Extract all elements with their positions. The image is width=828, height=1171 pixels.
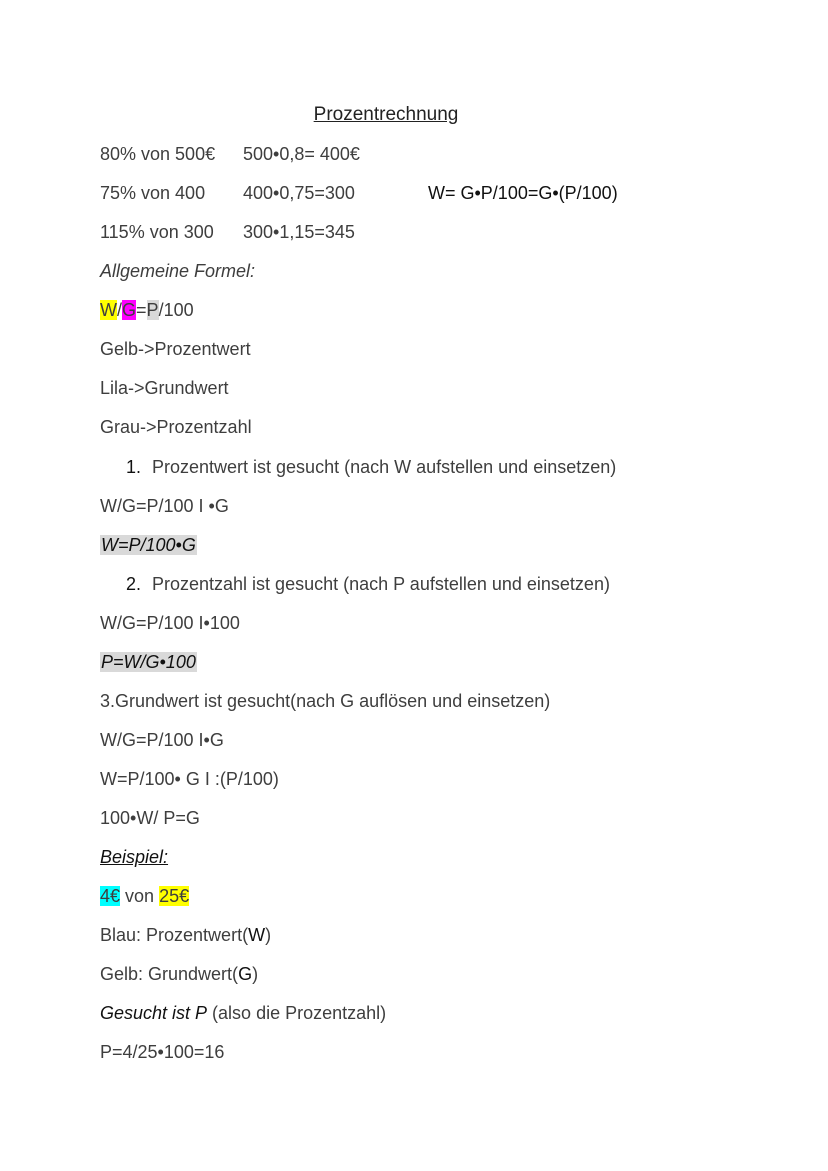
case1-heading-text: Prozentwert ist gesucht (nach W aufstellen und einsetzen) — [152, 457, 617, 477]
case3-step2: W=P/100• G I :(P/100) — [100, 769, 279, 789]
example-value-blue: 4€ — [100, 886, 121, 906]
general-formula-w: W= G•P/100=G•(P/100) — [428, 183, 618, 203]
case1-heading — [126, 456, 616, 478]
case1-result — [100, 534, 197, 556]
case2-heading — [126, 573, 610, 595]
gelb-letter: G — [238, 964, 253, 984]
gelb-prefix: Gelb: Grundwert( — [100, 964, 239, 984]
case2-heading-text: Prozentzahl ist gesucht (nach P aufstellen und einsetzen) — [152, 574, 610, 594]
general-formula-label: Allgemeine Formel: — [100, 261, 256, 281]
case1-number: 1. — [126, 457, 142, 477]
formula-w: W — [100, 300, 117, 320]
example-right: 300•1,15=345 — [243, 222, 355, 242]
blau-letter: W — [248, 925, 266, 945]
formula-rest: /100 — [158, 300, 194, 320]
page-title: Prozentrechnung — [313, 104, 459, 125]
legend-gray: Grau->Prozentzahl — [100, 417, 252, 437]
case2-step: W/G=P/100 I•100 — [100, 613, 240, 633]
legend-yellow: Gelb->Prozentwert — [100, 339, 251, 359]
gesucht-rest: (also die Prozentzahl) — [207, 1003, 387, 1023]
example-right: 400•0,75=300 — [243, 183, 355, 203]
case2-number: 2. — [126, 574, 142, 594]
case3-heading: 3.Grundwert ist gesucht(nach G auflösen und einsetzen) — [100, 691, 551, 711]
example-row — [100, 221, 214, 243]
example-von: von — [120, 886, 160, 906]
case3-result: 100•W/ P=G — [100, 808, 200, 828]
example-row — [100, 182, 205, 204]
case1-step: W/G=P/100 I •G — [100, 496, 229, 516]
legend-lila: Lila->Grundwert — [100, 378, 229, 398]
case2-result — [100, 651, 197, 673]
gesucht-bold: Gesucht ist P — [100, 1003, 208, 1023]
case1-result-text: W=P/100•G — [101, 535, 196, 555]
example-values — [100, 885, 189, 907]
formula-p: P — [146, 300, 159, 320]
highlighted-formula — [100, 299, 194, 321]
gelb-close: ) — [252, 964, 259, 984]
example-left: 115% von 300 — [100, 222, 214, 242]
example-blau — [100, 924, 271, 946]
formula-slash: / — [117, 300, 123, 320]
example-gesucht — [100, 1002, 386, 1024]
formula-g: G — [122, 300, 137, 320]
example-right: 500•0,8= 400€ — [243, 144, 360, 164]
blau-close: ) — [265, 925, 272, 945]
case3-step1: W/G=P/100 I•G — [100, 730, 224, 750]
example-gelb — [100, 963, 258, 985]
example-label: Beispiel: — [100, 847, 169, 867]
example-value-yellow: 25€ — [159, 886, 190, 906]
example-left: 80% von 500€ — [100, 144, 216, 164]
example-row — [100, 143, 215, 165]
example-left: 75% von 400 — [100, 183, 206, 203]
case2-result-text: P=W/G•100 — [101, 652, 196, 672]
example-solution: P=4/25•100=16 — [100, 1042, 225, 1062]
formula-eq: = — [136, 300, 147, 320]
blau-prefix: Blau: Prozentwert( — [100, 925, 249, 945]
